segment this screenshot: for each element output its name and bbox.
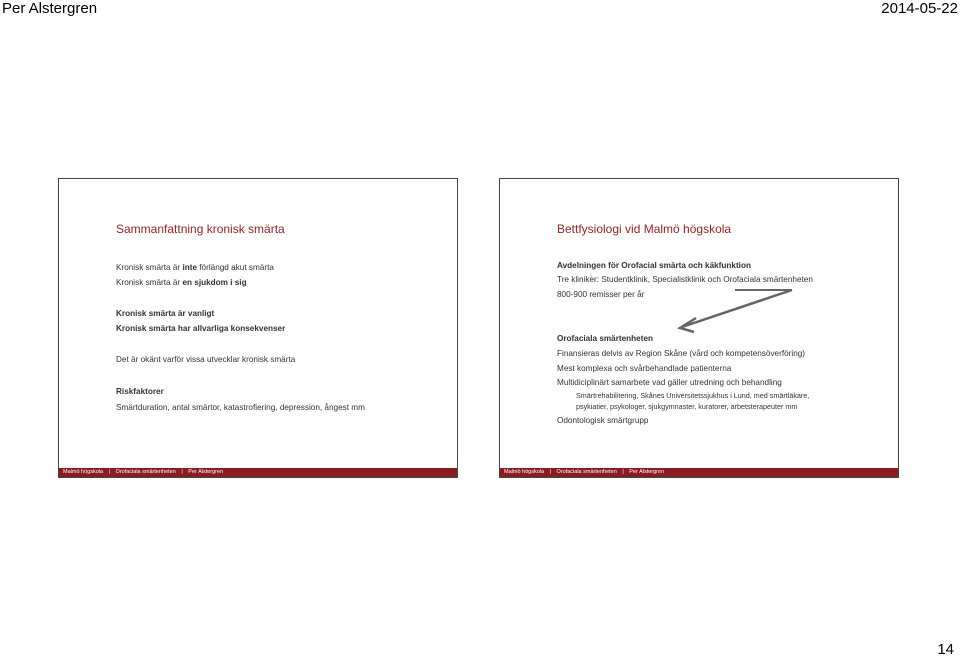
- text-line: Smärtduration, antal smärtor, katastrofiering, depression, ångest mm: [116, 403, 365, 412]
- text-line: 800-900 remisser per år: [557, 290, 645, 299]
- text-segment: förlängd akut smärta: [197, 263, 274, 272]
- text-line: [116, 262, 274, 273]
- slide-footer: [500, 468, 898, 477]
- text-emphasis: inte: [182, 263, 197, 272]
- footer-person: Per Alstergren: [188, 469, 224, 475]
- slide-left: [58, 178, 458, 478]
- header-date: 2014-05-22: [881, 0, 958, 17]
- text-line: Det är okänt varför vissa utvecklar kronisk smärta: [116, 355, 296, 364]
- footer-school: Malmö högskola: [504, 469, 545, 475]
- text-line: Smärtrehabilitering, Skånes Universitetssjukhus i Lund, med smärtläkare,: [576, 391, 810, 400]
- text-line: Tre kliniker: Studentklinik, Specialistklinik och Orofaciala smärtenheten: [557, 275, 813, 284]
- footer-school: Malmö högskola: [63, 469, 104, 475]
- footer-separator: |: [549, 469, 552, 475]
- footer-unit: Orofaciala smärtenheten: [556, 469, 617, 475]
- footer-separator: |: [181, 469, 183, 475]
- page-header: [0, 0, 960, 18]
- footer-separator: |: [622, 469, 624, 475]
- text-line: [116, 277, 247, 288]
- slide-footer: [59, 468, 457, 477]
- text-line: psykiatier, psykologer, sjukgymnaster, kuratorer, arbetsterapeuter mm: [576, 402, 798, 411]
- slide-title: Sammanfattning kronisk smärta: [116, 222, 285, 236]
- text-line: Avdelningen för Orofacial smärta och käkfunktion: [557, 261, 751, 270]
- footer-unit: Orofaciala smärtenheten: [115, 469, 176, 475]
- arrow-head: [680, 318, 696, 332]
- text-emphasis: en sjukdom i sig: [182, 278, 247, 287]
- text-line: Riskfaktorer: [116, 387, 164, 396]
- text-line: Kronisk smärta har allvarliga konsekvenser: [116, 324, 286, 333]
- arrow-line-diagonal: [682, 290, 792, 327]
- text-segment: Kronisk smärta är: [116, 278, 183, 287]
- footer-separator: |: [108, 469, 111, 475]
- text-line: Finansieras delvis av Region Skåne (vård och kompetensöverföring): [557, 349, 806, 358]
- text-line: Multidiciplinärt samarbete vad gäller utredning och behandling: [557, 378, 782, 387]
- slide-right: [499, 178, 899, 478]
- text-line: Odontologisk smärtgrupp: [557, 416, 649, 425]
- text-segment: Kronisk smärta är: [116, 263, 183, 272]
- page-number: 14: [937, 641, 954, 658]
- header-author: Per Alstergren: [2, 0, 98, 17]
- slide-title: Bettfysiologi vid Malmö högskola: [557, 222, 732, 236]
- footer-person: Per Alstergren: [629, 469, 665, 475]
- text-line: Mest komplexa och svårbehandlade patienterna: [557, 364, 732, 373]
- text-line: Kronisk smärta är vanligt: [116, 309, 215, 318]
- text-line: Orofaciala smärtenheten: [557, 334, 654, 343]
